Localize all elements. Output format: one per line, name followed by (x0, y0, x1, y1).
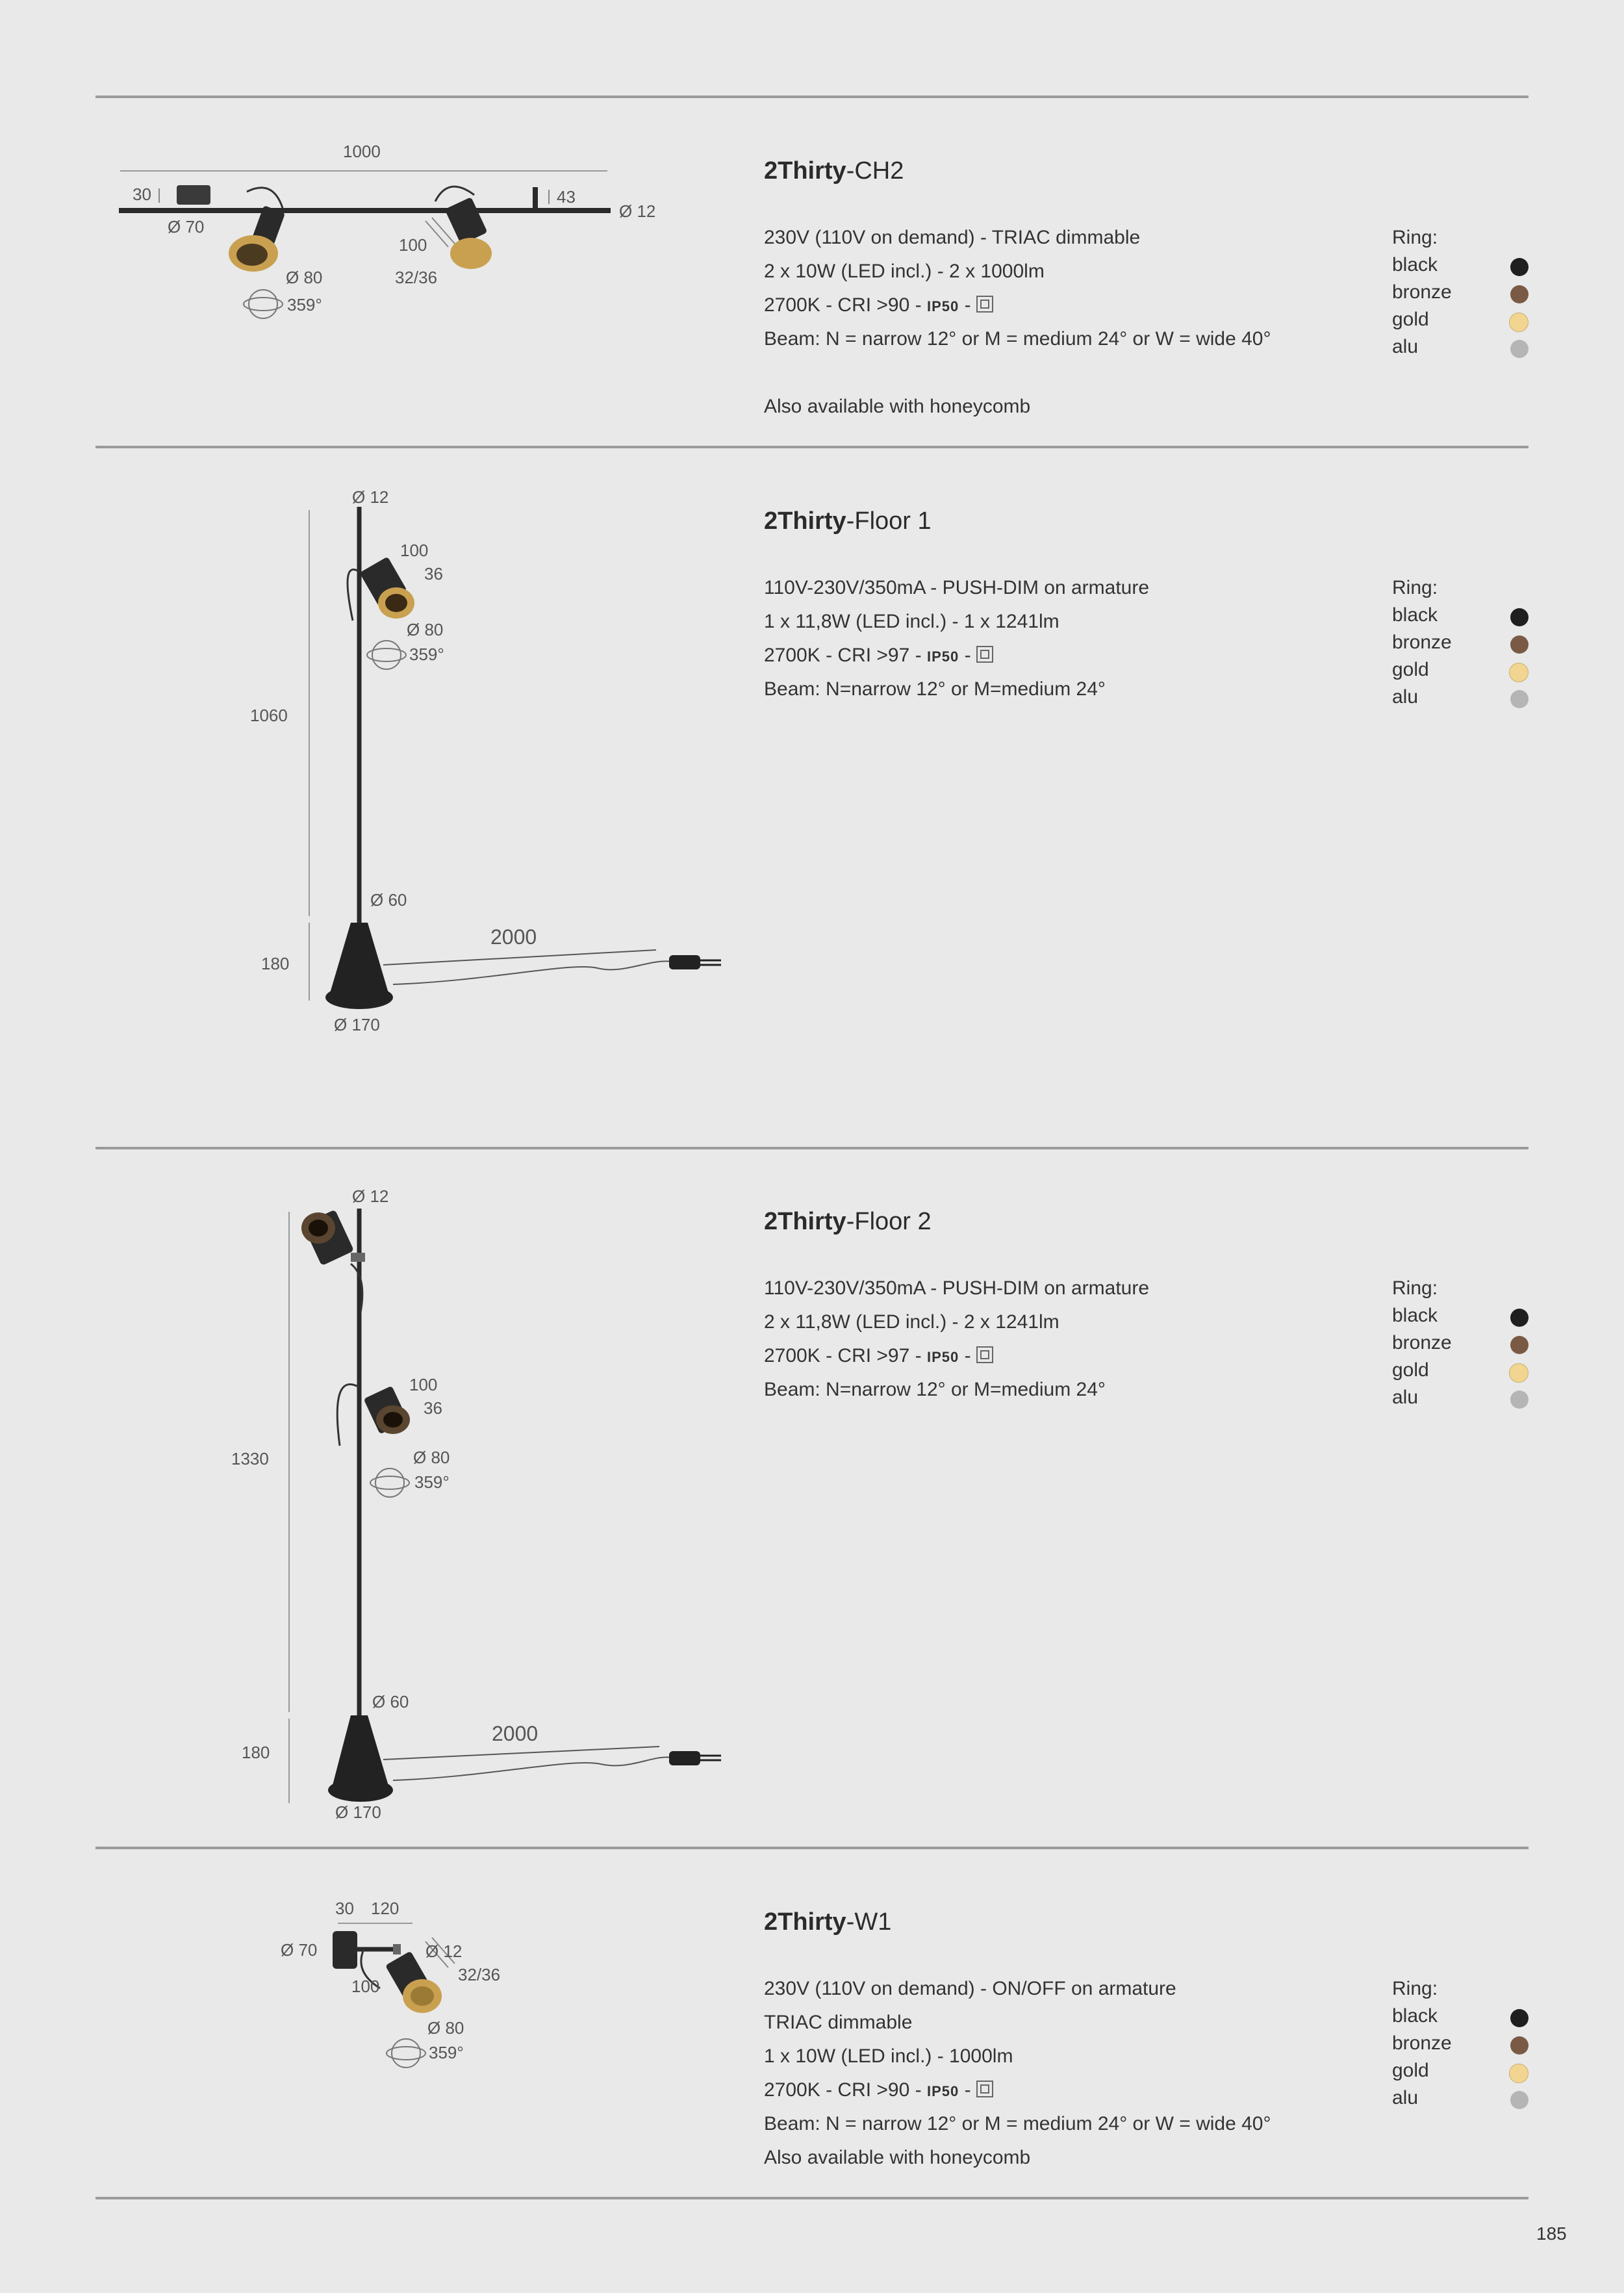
ring-options (1392, 224, 1529, 361)
ip-rating: IP50 (926, 1349, 959, 1365)
color-swatch-black (1510, 258, 1529, 276)
spec-line: 110V-230V/350mA - PUSH-DIM on armature (764, 577, 1150, 598)
spec-line: 1 x 10W (LED incl.) - 1000lm (764, 2045, 1013, 2067)
dim-rail-diameter: Ø 12 (619, 201, 656, 221)
color-swatch-alu (1510, 1390, 1529, 1409)
spec-line: Beam: N=narrow 12° or M=medium 24° (764, 678, 1106, 700)
ring-label: Ring: (1392, 1277, 1438, 1299)
dim-length: 1000 (343, 142, 381, 161)
product-title: 2Thirty-W1 (764, 1908, 892, 1936)
color-swatch-alu (1510, 2091, 1529, 2109)
spec-line-ip: 2700K - CRI >90 - IP50 - (764, 2073, 1271, 2107)
dim-rotation: 359° (409, 645, 444, 664)
color-swatch-gold (1509, 313, 1529, 332)
divider-rule (95, 1847, 1529, 1849)
dim-head-width: 36 (424, 1398, 442, 1418)
floor2-drawing (0, 1183, 780, 1832)
spec-line: 110V-230V/350mA - PUSH-DIM on armature (764, 1277, 1150, 1299)
spec-line: Beam: N = narrow 12° or M = medium 24° or W = wide 40° (764, 328, 1271, 350)
color-swatch-bronze (1510, 285, 1529, 303)
color-swatch-alu (1510, 340, 1529, 358)
product-specs (764, 221, 1271, 424)
color-swatch-black (1510, 608, 1529, 626)
dim-base-height: 180 (242, 1743, 270, 1762)
product-title: 2Thirty-Floor 2 (764, 1208, 932, 1235)
ring-option-black: black (1392, 2003, 1529, 2030)
dim-arm-length: 120 (371, 1899, 400, 1918)
product-specs (764, 1972, 1271, 2175)
ip-rating: IP50 (926, 2083, 959, 2099)
color-swatch-gold (1509, 2064, 1529, 2083)
spec-line-ip: 2700K - CRI >97 - IP50 - (764, 639, 1149, 673)
dim-rotation: 359° (287, 295, 322, 314)
product-specs (764, 1272, 1149, 1407)
ring-options (1392, 1975, 1529, 2112)
double-insulation-icon (976, 1346, 993, 1363)
double-insulation-icon (976, 296, 993, 313)
dim-rotation: 359° (414, 1472, 450, 1492)
ring-option-bronze: bronze (1392, 1329, 1529, 1357)
ring-options (1392, 574, 1529, 711)
floor1-drawing (0, 481, 780, 1066)
ch2-drawing (0, 130, 715, 468)
color-swatch-gold (1509, 663, 1529, 682)
dim-head-diameter: Ø 80 (427, 2018, 464, 2038)
spec-line (764, 356, 1271, 390)
double-insulation-icon (976, 646, 993, 663)
dim-cable-length: 2000 (490, 925, 537, 949)
ring-option-gold: gold (1392, 1357, 1529, 1384)
dim-head-length: 100 (409, 1375, 438, 1394)
ring-option-bronze: bronze (1392, 279, 1529, 306)
ring-option-alu: alu (1392, 2084, 1529, 2112)
spec-line: Also available with honeycomb (764, 396, 1031, 417)
ring-option-bronze: bronze (1392, 2030, 1529, 2057)
dim-head-width: 32/36 (395, 268, 438, 287)
spec-line: 2 x 11,8W (LED incl.) - 2 x 1241lm (764, 1311, 1059, 1333)
color-swatch-black (1510, 1309, 1529, 1327)
page-number: 185 (1536, 2223, 1567, 2244)
spec-line-ip: 2700K - CRI >97 - IP50 - (764, 1339, 1149, 1373)
spec-line: Beam: N = narrow 12° or M = medium 24° or W = wide 40° (764, 2113, 1271, 2134)
ring-option-black: black (1392, 1302, 1529, 1329)
dim-cable-length: 2000 (492, 1722, 539, 1745)
dim-head-width: 36 (424, 564, 443, 583)
dim-canopy-height: 30 (133, 185, 151, 204)
dim-head-width: 32/36 (458, 1965, 501, 1984)
dim-head-diameter: Ø 80 (407, 620, 444, 639)
ring-option-bronze: bronze (1392, 629, 1529, 656)
dim-arm-diameter: Ø 12 (425, 1941, 463, 1961)
color-swatch-bronze (1510, 2036, 1529, 2055)
dim-base-diameter: Ø 170 (334, 1015, 380, 1034)
w1-drawing (0, 1884, 715, 2209)
dim-head-length: 100 (399, 235, 427, 255)
dim-end-height: 43 (557, 187, 576, 207)
dim-head-diameter: Ø 80 (413, 1448, 450, 1467)
product-specs (764, 571, 1149, 706)
ring-label: Ring: (1392, 577, 1438, 598)
dim-rotation: 359° (429, 2043, 464, 2062)
spec-line: Also available with honeycomb (764, 2147, 1031, 2168)
double-insulation-icon (976, 2081, 993, 2097)
dim-pole-diameter: Ø 12 (352, 1186, 389, 1206)
ring-option-gold: gold (1392, 306, 1529, 333)
dim-head-diameter: Ø 80 (286, 268, 323, 287)
dim-base-height: 180 (261, 954, 290, 973)
spec-line: Beam: N=narrow 12° or M=medium 24° (764, 1379, 1106, 1400)
divider-rule (95, 1147, 1529, 1149)
ring-option-black: black (1392, 251, 1529, 279)
ring-option-gold: gold (1392, 656, 1529, 684)
ring-options (1392, 1275, 1529, 1411)
color-swatch-gold (1509, 1363, 1529, 1383)
color-swatch-alu (1510, 690, 1529, 708)
dim-backplate-diameter: Ø 70 (281, 1940, 318, 1960)
spec-line: 1 x 11,8W (LED incl.) - 1 x 1241lm (764, 611, 1059, 632)
product-title: 2Thirty-Floor 1 (764, 507, 932, 535)
ring-label: Ring: (1392, 1978, 1438, 1999)
ip-rating: IP50 (926, 298, 959, 314)
ring-option-gold: gold (1392, 2057, 1529, 2084)
dim-height: 1330 (231, 1449, 269, 1468)
spec-line-ip: 2700K - CRI >90 - IP50 - (764, 288, 1271, 322)
dim-head-length: 100 (400, 541, 429, 560)
color-swatch-bronze (1510, 635, 1529, 654)
dim-head-length: 100 (351, 1977, 380, 1996)
spec-line: 2 x 10W (LED incl.) - 2 x 1000lm (764, 261, 1045, 282)
color-swatch-black (1510, 2009, 1529, 2027)
divider-rule (95, 96, 1529, 98)
ring-option-alu: alu (1392, 1384, 1529, 1411)
spec-line: 230V (110V on demand) - TRIAC dimmable (764, 227, 1141, 248)
dim-base-top-diameter: Ø 60 (370, 890, 407, 910)
product-title: 2Thirty-CH2 (764, 157, 904, 185)
ring-option-alu: alu (1392, 684, 1529, 711)
dim-pole-diameter: Ø 12 (352, 487, 389, 507)
spec-line: TRIAC dimmable (764, 2012, 913, 2033)
color-swatch-bronze (1510, 1336, 1529, 1354)
ring-option-black: black (1392, 602, 1529, 629)
spec-line: 230V (110V on demand) - ON/OFF on armature (764, 1978, 1176, 1999)
ring-label: Ring: (1392, 227, 1438, 248)
dim-height: 1060 (250, 706, 288, 725)
dim-base-top-diameter: Ø 60 (372, 1692, 409, 1711)
dim-backplate-depth: 30 (335, 1899, 354, 1918)
dim-base-diameter: Ø 170 (335, 1802, 381, 1822)
ip-rating: IP50 (926, 648, 959, 665)
dim-canopy-diameter: Ø 70 (168, 217, 205, 237)
ring-option-alu: alu (1392, 333, 1529, 361)
